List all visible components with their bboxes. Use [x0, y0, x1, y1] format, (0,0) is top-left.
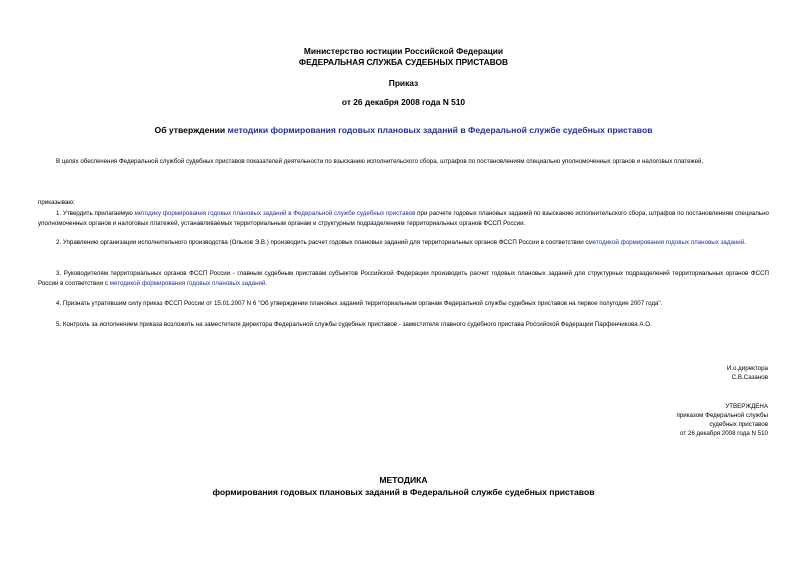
item-1-paragraph: [38, 209, 769, 229]
ministry-name: Министерство юстиции Российской Федерации: [303, 46, 504, 56]
item-2-paragraph: [38, 238, 769, 248]
item-2-methodology-link[interactable]: методикой формирования годовых плановых заданий: [588, 239, 745, 246]
methodology-subheading: формирования годовых плановых заданий в Федеральной службе судебных приставов: [212, 487, 595, 497]
doc-type: Приказ: [388, 78, 419, 88]
service-name: ФЕДЕРАЛЬНАЯ СЛУЖБА СУДЕБНЫХ ПРИСТАВОВ: [298, 57, 509, 67]
approval-line-2: приказом Федеральной службы: [676, 412, 768, 419]
doc-date-number: от 26 декабря 2008 года N 510: [341, 97, 466, 107]
item-1-text-end: при расчете годовых плановых заданий по взысканию исполнительского сбора, штрафов по постановлениям специально уполномоченных органов и налоговых платежей, устанавливаемых территориальным органам и структурным подразделениям территориальных органов ФССП России.: [38, 210, 769, 227]
orders-label: приказываю:: [38, 199, 75, 206]
methodology-heading: МЕТОДИКА: [379, 475, 428, 485]
item-1-text-start: 1. Утвердить прилагаемую: [56, 210, 135, 217]
approval-line-4: от 26 декабря 2008 года N 510: [680, 430, 768, 437]
item-4-paragraph: 4. Признать утратившим силу приказ ФССП России от 15.01.2007 N 6 "Об утверждении плановых заданий территориальным органам Федеральной службы судебных приставов на первое полугодие 2007 года".: [56, 300, 663, 307]
signer-name: С.В.Сазанов: [731, 374, 768, 381]
item-1-methodology-link[interactable]: методику формирования годовых плановых заданий в Федеральной службе судебных приставов: [134, 210, 416, 217]
item-3-text-end: .: [265, 280, 268, 287]
title-prefix: Об утверждении: [154, 125, 228, 135]
approval-line-3: судебных приставов: [709, 421, 768, 428]
signature-block: [727, 364, 768, 382]
item-2-text-end: .: [744, 239, 746, 246]
approval-line-1: УТВЕРЖДЕНА: [725, 403, 768, 410]
item-3-paragraph: [38, 269, 769, 289]
signer-position: И.о.директора: [726, 365, 768, 372]
item-5-paragraph: 5. Контроль за исполнением приказа возложить на заместителя директора Федеральной службы судебных приставов - заместителя главного судебного пристава Российской Федерации Парфенчикова А.О.: [56, 321, 652, 328]
item-3-methodology-link[interactable]: методикой формирования годовых плановых заданий: [109, 280, 266, 287]
title-methodology-link[interactable]: методики формирования годовых плановых заданий в Федеральной службе судебных приставов: [227, 125, 653, 135]
item-3-text-start: 3. Руководителям территориальных органов ФССП России - главным судебным приставам субъектов Российской Федерации производить расчет годовых плановых заданий для структурных подразделений территориальных органов ФССП России в соответствии с: [38, 270, 769, 287]
order-title: [0, 125, 807, 135]
preamble-paragraph: В целях обеспечения Федеральной службой судебных приставов показателей деятельности по взысканию исполнительского сбора, штрафов по постановлениям специально уполномоченных органов и налоговых платежей,: [56, 158, 704, 165]
item-2-text-start: 2. Управлению организации исполнительного производства (Ольхов Э.В.) производить расчет годовых плановых заданий для территориальных органов ФССП России в соответствии с: [56, 239, 589, 246]
approval-block: [676, 402, 768, 438]
